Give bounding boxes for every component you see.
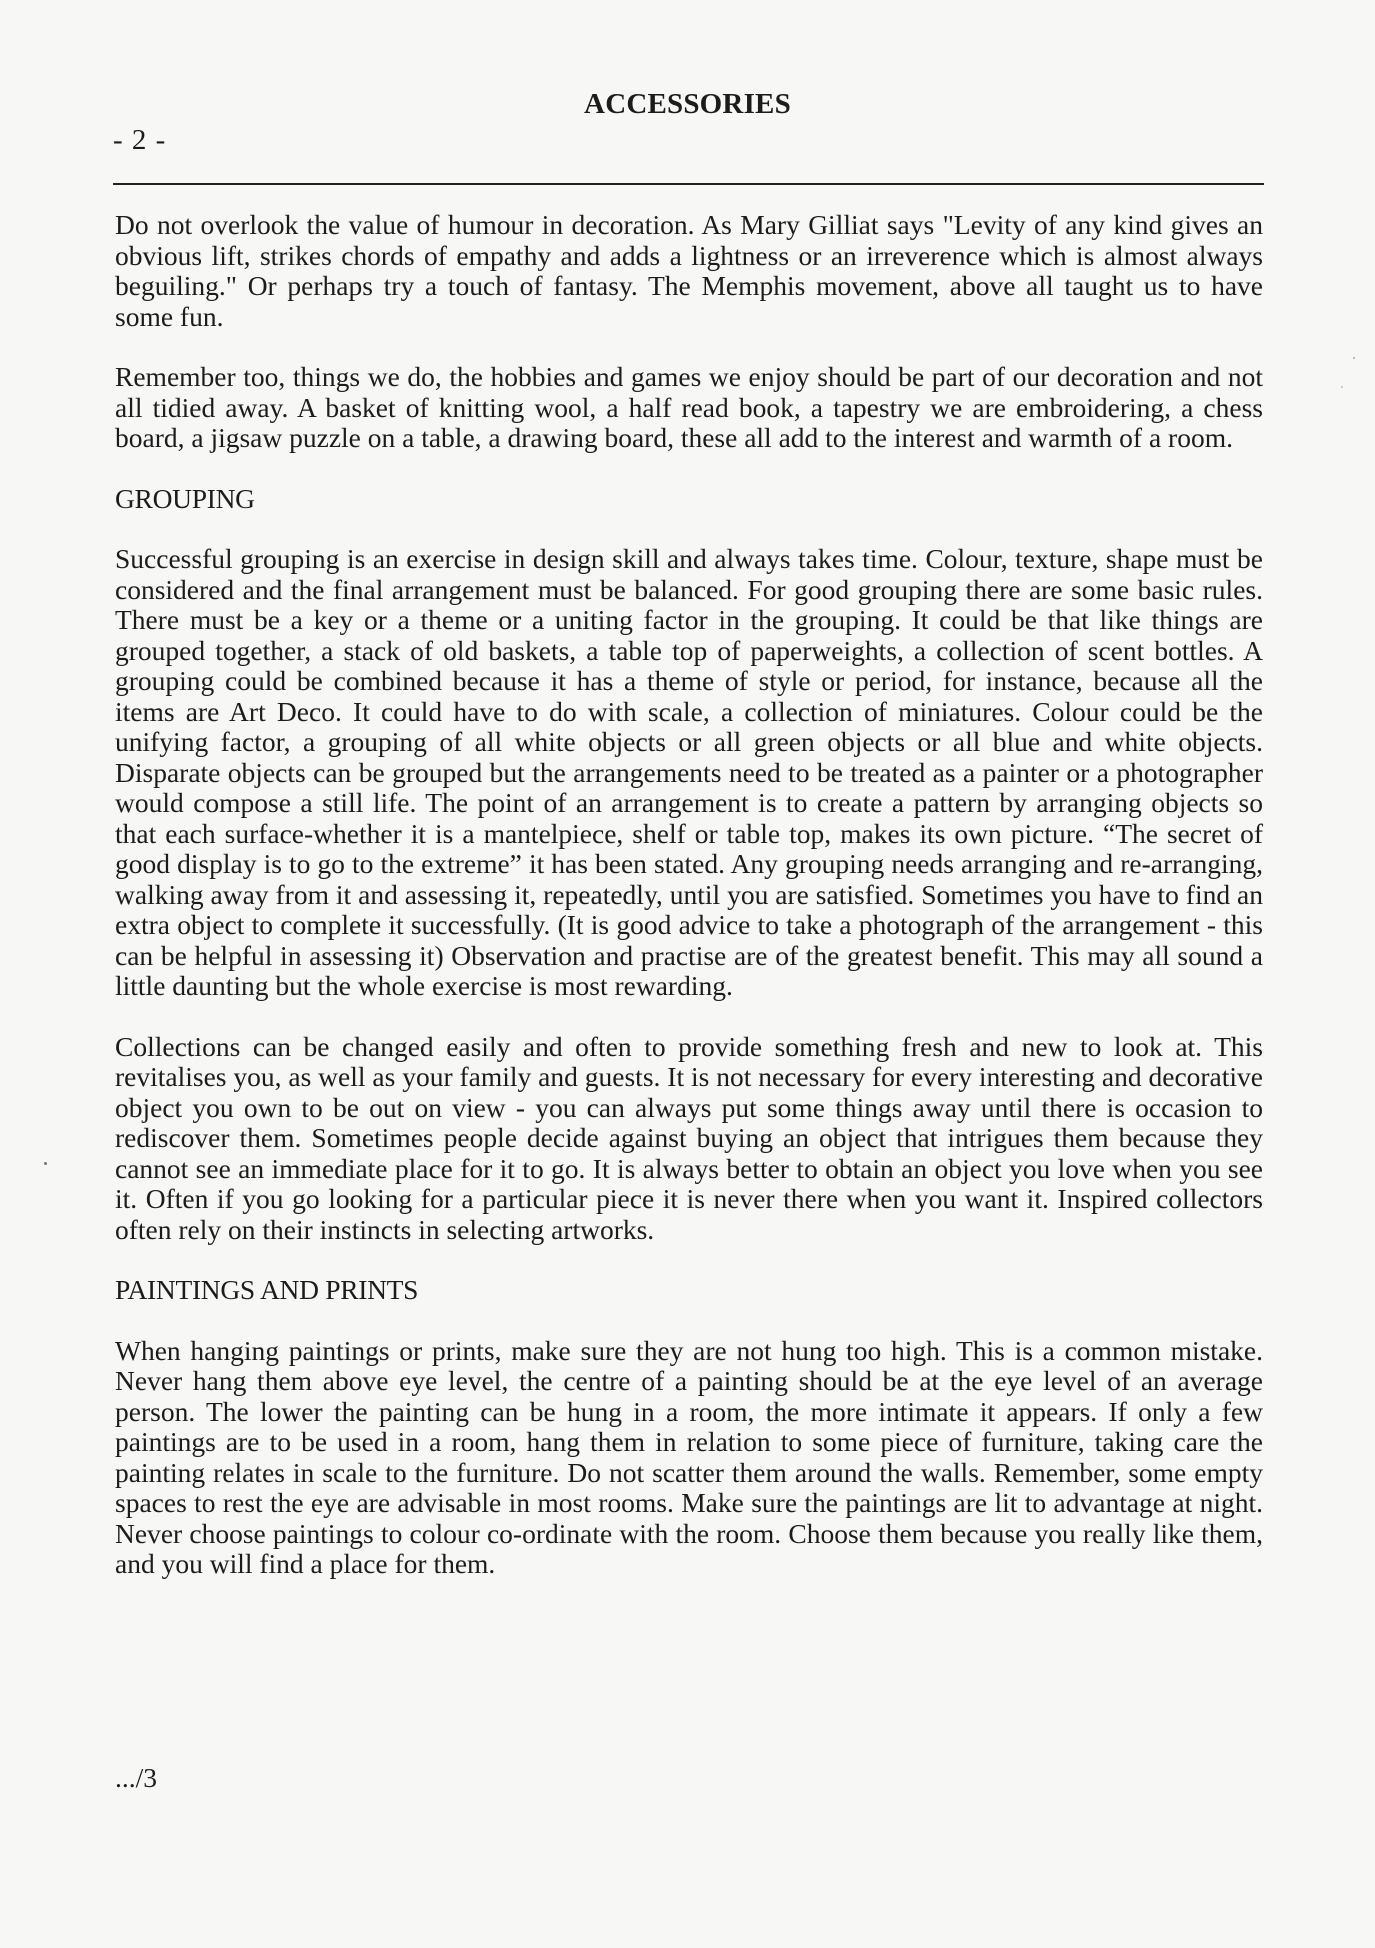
paragraph-collections: Collections can be changed easily and often to provide something fresh and new to look at. This revitalises you, as well as your family and guests. It is not necessary for every interesting and decorative object you own to be out on view - you can always put some things away until there is occasion to rediscover them. Sometimes people decide against buying an object that intrigues them because they cannot see an immediate place for it to go. It is always better to obtain an object you love when you see it. Often if you go looking for a particular piece it is never there when you want it. Inspired collectors often rely on their instincts in selecting artworks. (115, 1030, 1263, 1245)
paragraph-paintings: When hanging paintings or prints, make sure they are not hung too high. This is a common mistake. Never hang them above eye level, the centre of a painting should be at the eye level of an average person. The lower the painting can be hung in a room, the more intimate it appears. If only a few paintings are to be used in a room, hang them in relation to some piece of furniture, taking care the painting relates in scale to the furniture. Do not scatter them around the walls. Remember, some empty spaces to rest the eye are advisable in most rooms. Make sure the paintings are lit to advantage at night. Never choose paintings to colour co-ordinate with the room. Choose them because you really like them, and you will find a place for them. (115, 1334, 1263, 1579)
continued-marker: .../3 (115, 1762, 158, 1793)
paragraph-grouping: Successful grouping is an exercise in design skill and always takes time. Colour, texture, shape must be considered and the final arrangement must be balanced. For good grouping there are some basic rules. There must be a key or a theme or a uniting factor in the grouping. It could be that like things are grouped together, a stack of old baskets, a table top of paperweights, a collection of scent bottles. A grouping could be combined because it has a theme of style or period, for instance, because all the items are Art Deco. It could have to do with scale, a collection of miniatures. Colour could be the unifying factor, a grouping of all white objects or all green objects or all blue and white objects. Disparate objects can be grouped but the arrangements need to be treated as a painter or a photographer would compose a still life. The point of an arrangement is to create a pattern by arranging objects so that each surface-whether it is a mantelpiece, shelf or table top, makes its own picture. “The secret of good display is to go to the extreme” it has been stated. Any grouping needs arranging and re-arranging, walking away from it and assessing it, repeatedly, until you are satisfied. Sometimes you have to find an extra object to complete it successfully. (It is good advice to take a photograph of the arrangement - this can be helpful in assessing it) Observation and practise are of the greatest benefit. This may all sound a little daunting but the whole exercise is most rewarding. (115, 543, 1263, 1001)
scan-speck (44, 1162, 47, 1165)
page-number: - 2 - (113, 124, 167, 156)
paragraph-humour: Do not overlook the value of humour in decoration. As Mary Gilliat says "Levity of any kind gives an obvious lift, strikes chords of empathy and adds a lightness or an irreverence which is almost always beguiling." Or perhaps try a touch of fantasy. The Memphis movement, above all taught us to have some fun. (115, 209, 1263, 332)
scan-speck (1341, 386, 1343, 388)
scan-speck (1353, 357, 1355, 359)
section-heading-paintings: PAINTINGS AND PRINTS (115, 1274, 419, 1305)
document-title: ACCESSORIES (584, 88, 791, 120)
document-body (115, 210, 1263, 1610)
section-heading-grouping: GROUPING (115, 482, 255, 514)
header-divider (113, 183, 1264, 185)
paragraph-hobbies: Remember too, things we do, the hobbies and games we enjoy should be part of our decoration and not all tidied away. A basket of knitting wool, a half read book, a tapestry we are embroidering, a chess board, a jigsaw puzzle on a table, a drawing board, these all add to the interest and warmth of a room. (115, 361, 1263, 453)
